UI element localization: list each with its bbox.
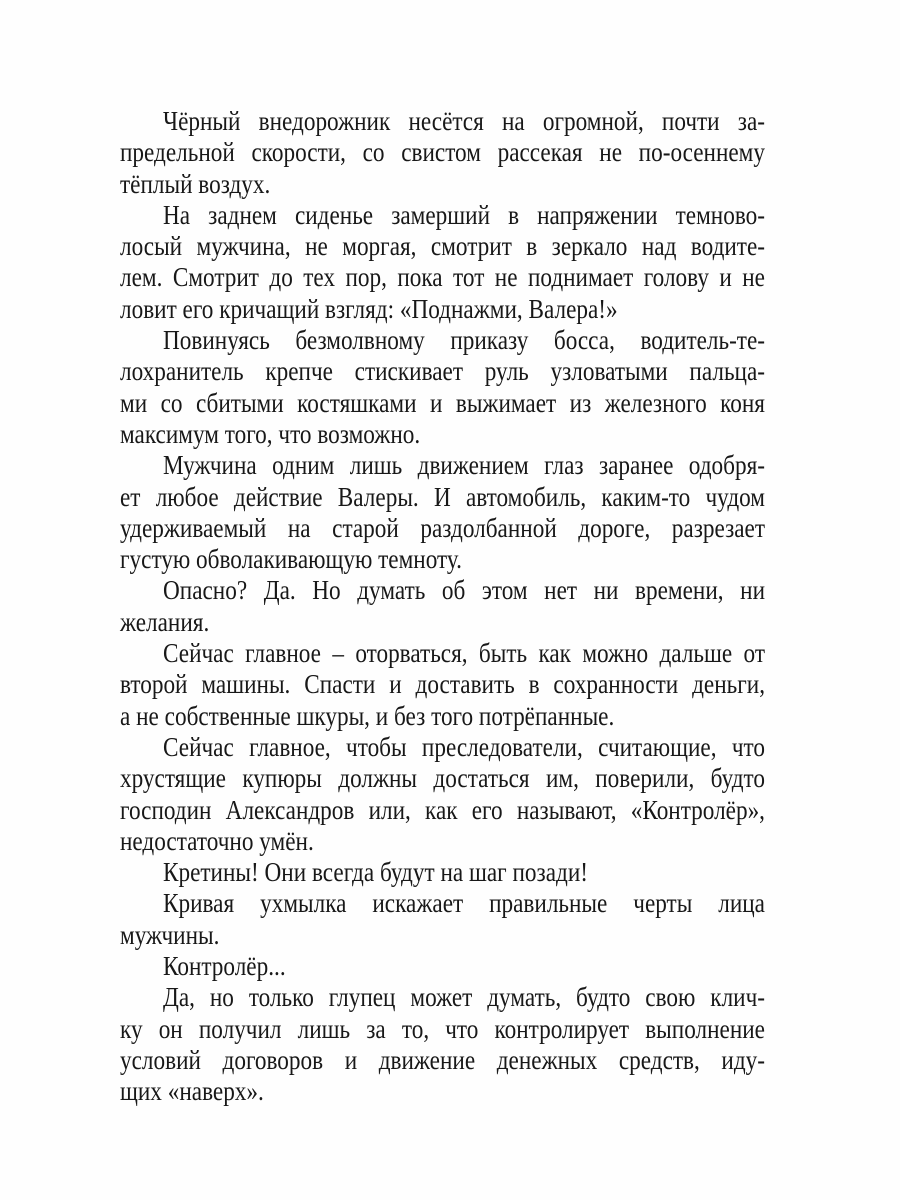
paragraph — [120, 857, 765, 888]
paragraph — [120, 951, 765, 982]
text-line: ку он получил лишь за то, что контролирует выполнение — [120, 1013, 765, 1044]
text-line: максимум того, что возможно. — [120, 418, 421, 449]
text-line: Да, но только глупец может думать, будто свою клич- — [163, 982, 765, 1013]
text-line: лосый мужчина, не моргая, смотрит в зеркало над водите- — [120, 231, 765, 262]
text-line: удерживаемый на старой раздолбанной дороге, разрезает — [120, 512, 765, 543]
text-line: ловит его кричащий взгляд: «Поднажми, Валера!» — [120, 293, 618, 324]
text-line: условий договоров и движение денежных средств, иду- — [120, 1044, 765, 1075]
text-line: второй машины. Спасти и доставить в сохранности деньги, — [120, 669, 765, 700]
paragraph — [120, 575, 765, 638]
text-line: На заднем сиденье замерший в напряжении темново- — [163, 199, 765, 230]
paragraph — [120, 888, 765, 951]
text-line: Мужчина одним лишь движением глаз заранее одобря- — [163, 450, 765, 481]
text-line: ет любое действие Валеры. И автомобиль, каким-то чудом — [120, 481, 765, 512]
text-line: Контролёр... — [163, 951, 286, 982]
text-line: Сейчас главное, чтобы преследователи, считающие, что — [163, 731, 765, 762]
text-line: лем. Смотрит до тех пор, пока тот не поднимает голову и не — [120, 262, 765, 293]
paragraph — [120, 106, 765, 200]
paragraph — [120, 732, 765, 857]
text-line: ми со сбитыми костяшками и выжимает из железного коня — [120, 387, 765, 418]
text-line: Опасно? Да. Но думать об этом нет ни времени, ни — [163, 575, 765, 606]
text-block — [120, 106, 765, 1108]
paragraph — [120, 325, 765, 450]
text-line: недостаточно умён. — [120, 825, 314, 856]
text-line: мужчины. — [120, 919, 220, 950]
text-line: желания. — [120, 606, 210, 637]
text-line: предельной скорости, со свистом рассекая не по-осеннему — [120, 137, 765, 168]
paragraph — [120, 450, 765, 575]
text-line: густую обволакивающую темноту. — [120, 544, 462, 575]
text-line: а не собственные шкуры, и без того потрёпанные. — [120, 700, 615, 731]
text-line: Чёрный внедорожник несётся на огромной, почти за- — [163, 106, 765, 136]
paragraph — [120, 638, 765, 732]
text-line: лохранитель крепче стискивает руль узловатыми пальца- — [120, 356, 765, 387]
text-line: Кретины! Они всегда будут на шаг позади! — [163, 857, 588, 888]
paragraph — [120, 982, 765, 1107]
text-line: Сейчас главное – оторваться, быть как можно дальше от — [163, 638, 765, 669]
text-line: тёплый воздух. — [120, 168, 271, 199]
text-line: щих «наверх». — [120, 1076, 264, 1107]
text-line: господин Александров или, как его называют, «Контролёр», — [120, 794, 765, 825]
text-line: Повинуясь безмолвному приказу босса, водитель-те- — [163, 325, 765, 356]
paragraph — [120, 200, 765, 325]
text-line: Кривая ухмылка искажает правильные черты лица — [163, 888, 765, 919]
text-line: хрустящие купюры должны достаться им, поверили, будто — [120, 763, 765, 794]
